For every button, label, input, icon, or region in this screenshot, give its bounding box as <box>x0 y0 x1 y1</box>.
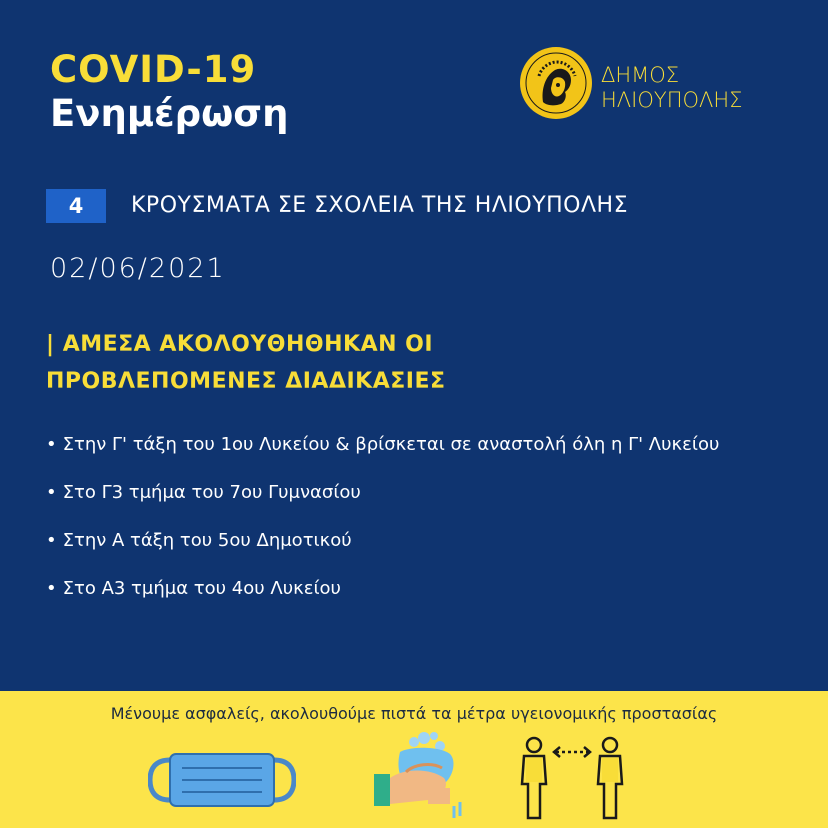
bullet-icon: • <box>46 482 57 503</box>
bullet-icon: • <box>46 578 57 599</box>
list-item-text: Στην Α τάξη του 5ου Δημοτικού <box>62 530 352 551</box>
title-covid: COVID-19 <box>50 48 257 91</box>
list-item-text: Στην Γ' τάξη του 1ου Λυκείου & βρίσκεται σε αναστολή όλη η Γ' Λυκείου <box>62 434 720 455</box>
municipality-name-line2: ΗΛΙΟΥΠΟΛΗΣ <box>601 88 743 112</box>
title-update: Ενημέρωση <box>50 92 289 135</box>
date: 02/06/2021 <box>50 253 226 284</box>
footer-slogan: Μένουμε ασφαλείς, ακολουθούμε πιστά τα μέτρα υγειονομικής προστασίας <box>110 704 718 723</box>
bullet-icon: • <box>46 530 57 551</box>
municipality-seal-icon <box>519 46 593 120</box>
municipality-name <box>601 63 742 113</box>
list-item <box>46 526 719 574</box>
social-distance-icon <box>516 736 628 822</box>
hand-washing-icon <box>370 728 470 820</box>
face-mask-icon <box>148 748 296 812</box>
list-item <box>46 478 719 526</box>
municipality-name-line1: ΔΗΜΟΣ <box>601 63 680 87</box>
list-item <box>46 574 719 622</box>
subheading <box>46 326 446 400</box>
list-item-text: Στο Γ3 τμήμα του 7ου Γυμνασίου <box>62 482 361 503</box>
subheading-line1: | ΑΜΕΣΑ ΑΚΟΛΟΥΘΗΘΗΚΑΝ ΟΙ <box>46 332 434 357</box>
subheading-line2: ΠΡΟΒΛΕΠΟΜΕΝΕΣ ΔΙΑΔΙΚΑΣΙΕΣ <box>46 369 446 394</box>
bullet-icon: • <box>46 434 57 455</box>
list-item <box>46 430 719 478</box>
headline: ΚΡΟΥΣΜΑΤΑ ΣΕ ΣΧΟΛΕΙΑ ΤΗΣ ΗΛΙΟΥΠΟΛΗΣ <box>131 193 628 218</box>
list-item-text: Στο Α3 τμήμα του 4ου Λυκείου <box>62 578 341 599</box>
school-case-list <box>46 430 719 622</box>
case-count-badge: 4 <box>46 189 106 223</box>
